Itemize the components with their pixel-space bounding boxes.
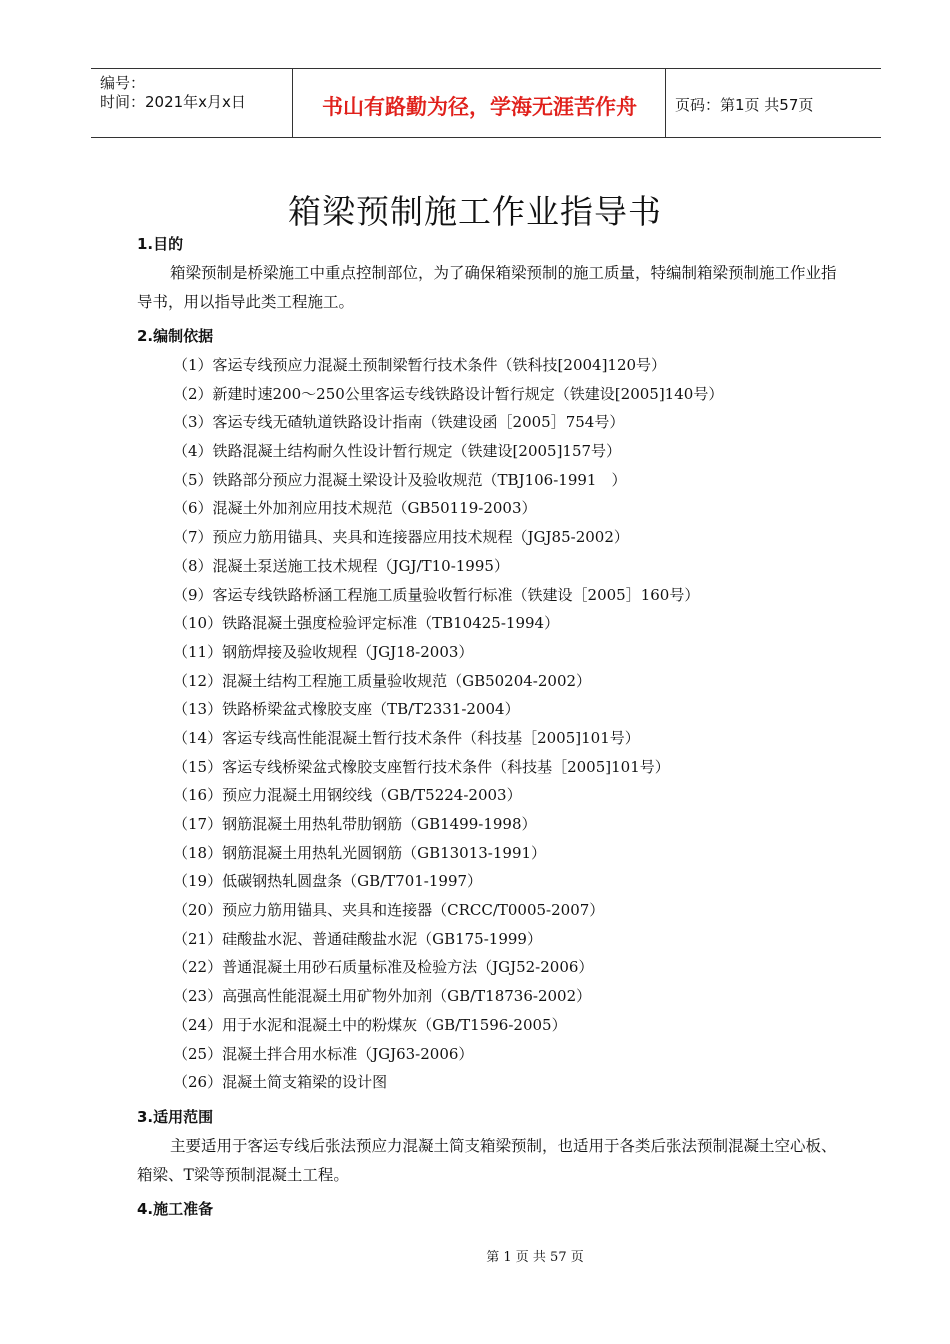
header-meta-cell: [91, 69, 292, 137]
page-number-label: 页码：第1页 共57页: [675, 96, 814, 114]
reference-item: （25）混凝土拌合用水标准（JGJ63-2006）: [173, 1044, 474, 1063]
reference-item: （17）钢筋混凝土用热轧带肋钢筋（GB1499-1998）: [173, 815, 537, 833]
reference-item: （5）铁路部分预应力混凝土梁设计及验收规范（TBJ106-1991 ）: [173, 470, 627, 489]
page-footer: 第 1 页 共 57 页: [486, 1250, 584, 1265]
reference-item: （9）客运专线铁路桥涵工程施工质量验收暂行标准（铁建设［2005］160号）: [173, 585, 700, 604]
reference-item: （22）普通混凝土用砂石质量标准及检验方法（JGJ52-2006）: [173, 958, 594, 977]
reference-item: （3）客运专线无碴轨道铁路设计指南（铁建设函［2005］754号）: [173, 413, 625, 432]
section-heading-scope: 3.适用范围: [137, 1108, 214, 1126]
header-page-cell: [665, 69, 882, 137]
reference-item: （19）低碳钢热轧圆盘条（GB/T701-1997）: [173, 872, 483, 891]
reference-item: （6）混凝土外加剂应用技术规范（GB50119-2003）: [173, 499, 537, 518]
reference-item: （2）新建时速200～250公里客运专线铁路设计暂行规定（铁建设[2005]140号）: [173, 384, 724, 403]
document-time-label: 时间：2021年x月x日: [100, 93, 246, 111]
header-motto-cell: [292, 69, 666, 137]
reference-item: （10）铁路混凝土强度检验评定标准（TB10425-1994）: [173, 614, 560, 633]
reference-item: （1）客运专线预应力混凝土预制梁暂行技术条件（铁科技[2004]120号）: [173, 356, 667, 374]
reference-list: [173, 351, 723, 1097]
reference-item: （12）混凝土结构工程施工质量验收规范（GB50204-2002）: [173, 671, 592, 690]
section-heading-basis: 2.编制依据: [137, 327, 214, 345]
motto-text: 书山有路勤为径，学海无涯苦作舟: [322, 95, 637, 119]
reference-item: （21）硅酸盐水泥、普通硅酸盐水泥（GB175-1999）: [173, 929, 542, 948]
section-heading-preparation: 4.施工准备: [137, 1200, 214, 1218]
reference-item: （16）预应力混凝土用钢绞线（GB/T5224-2003）: [173, 786, 522, 805]
reference-item: （11）钢筋焊接及验收规程（JGJ18-2003）: [173, 642, 474, 661]
header-table: [91, 68, 881, 138]
reference-item: （15）客运专线桥梁盆式橡胶支座暂行技术条件（科技基［2005]101号）: [173, 757, 670, 776]
reference-item: （13）铁路桥梁盆式橡胶支座（TB/T2331-2004）: [173, 700, 520, 719]
reference-item: （23）高强高性能混凝土用矿物外加剂（GB/T18736-2002）: [173, 987, 592, 1006]
reference-item: （8）混凝土泵送施工技术规程（JGJ/T10-1995）: [173, 556, 509, 575]
reference-item: （7）预应力筋用锚具、夹具和连接器应用技术规程（JGJ85-2002）: [173, 528, 629, 547]
document-number-label: 编号：: [100, 74, 146, 92]
reference-item: （4）铁路混凝土结构耐久性设计暂行规定（铁建设[2005]157号）: [173, 442, 622, 461]
reference-item: （24）用于水泥和混凝土中的粉煤灰（GB/T1596-2005）: [173, 1015, 567, 1034]
reference-item: （18）钢筋混凝土用热轧光圆钢筋（GB13013-1991）: [173, 843, 547, 862]
section-text-purpose: 箱梁预制是桥梁施工中重点控制部位，为了确保箱梁预制的施工质量，特编制箱梁预制施工作业指导书，用以指导此类工程施工。: [137, 264, 837, 311]
document-title: 箱梁预制施工作业指导书: [288, 192, 662, 232]
section-heading-purpose: 1.目的: [137, 235, 184, 253]
reference-item: （14）客运专线高性能混凝土暂行技术条件（科技基［2005]101号）: [173, 728, 640, 747]
section-text-scope: 主要适用于客运专线后张法预应力混凝土简支箱梁预制，也适用于各类后张法预制混凝土空心板、箱梁、T梁等预制混凝土工程。: [137, 1137, 837, 1184]
reference-item: （20）预应力筋用锚具、夹具和连接器（CRCC/T0005-2007）: [173, 901, 605, 920]
reference-item: （26）混凝土简支箱梁的设计图: [173, 1073, 388, 1092]
